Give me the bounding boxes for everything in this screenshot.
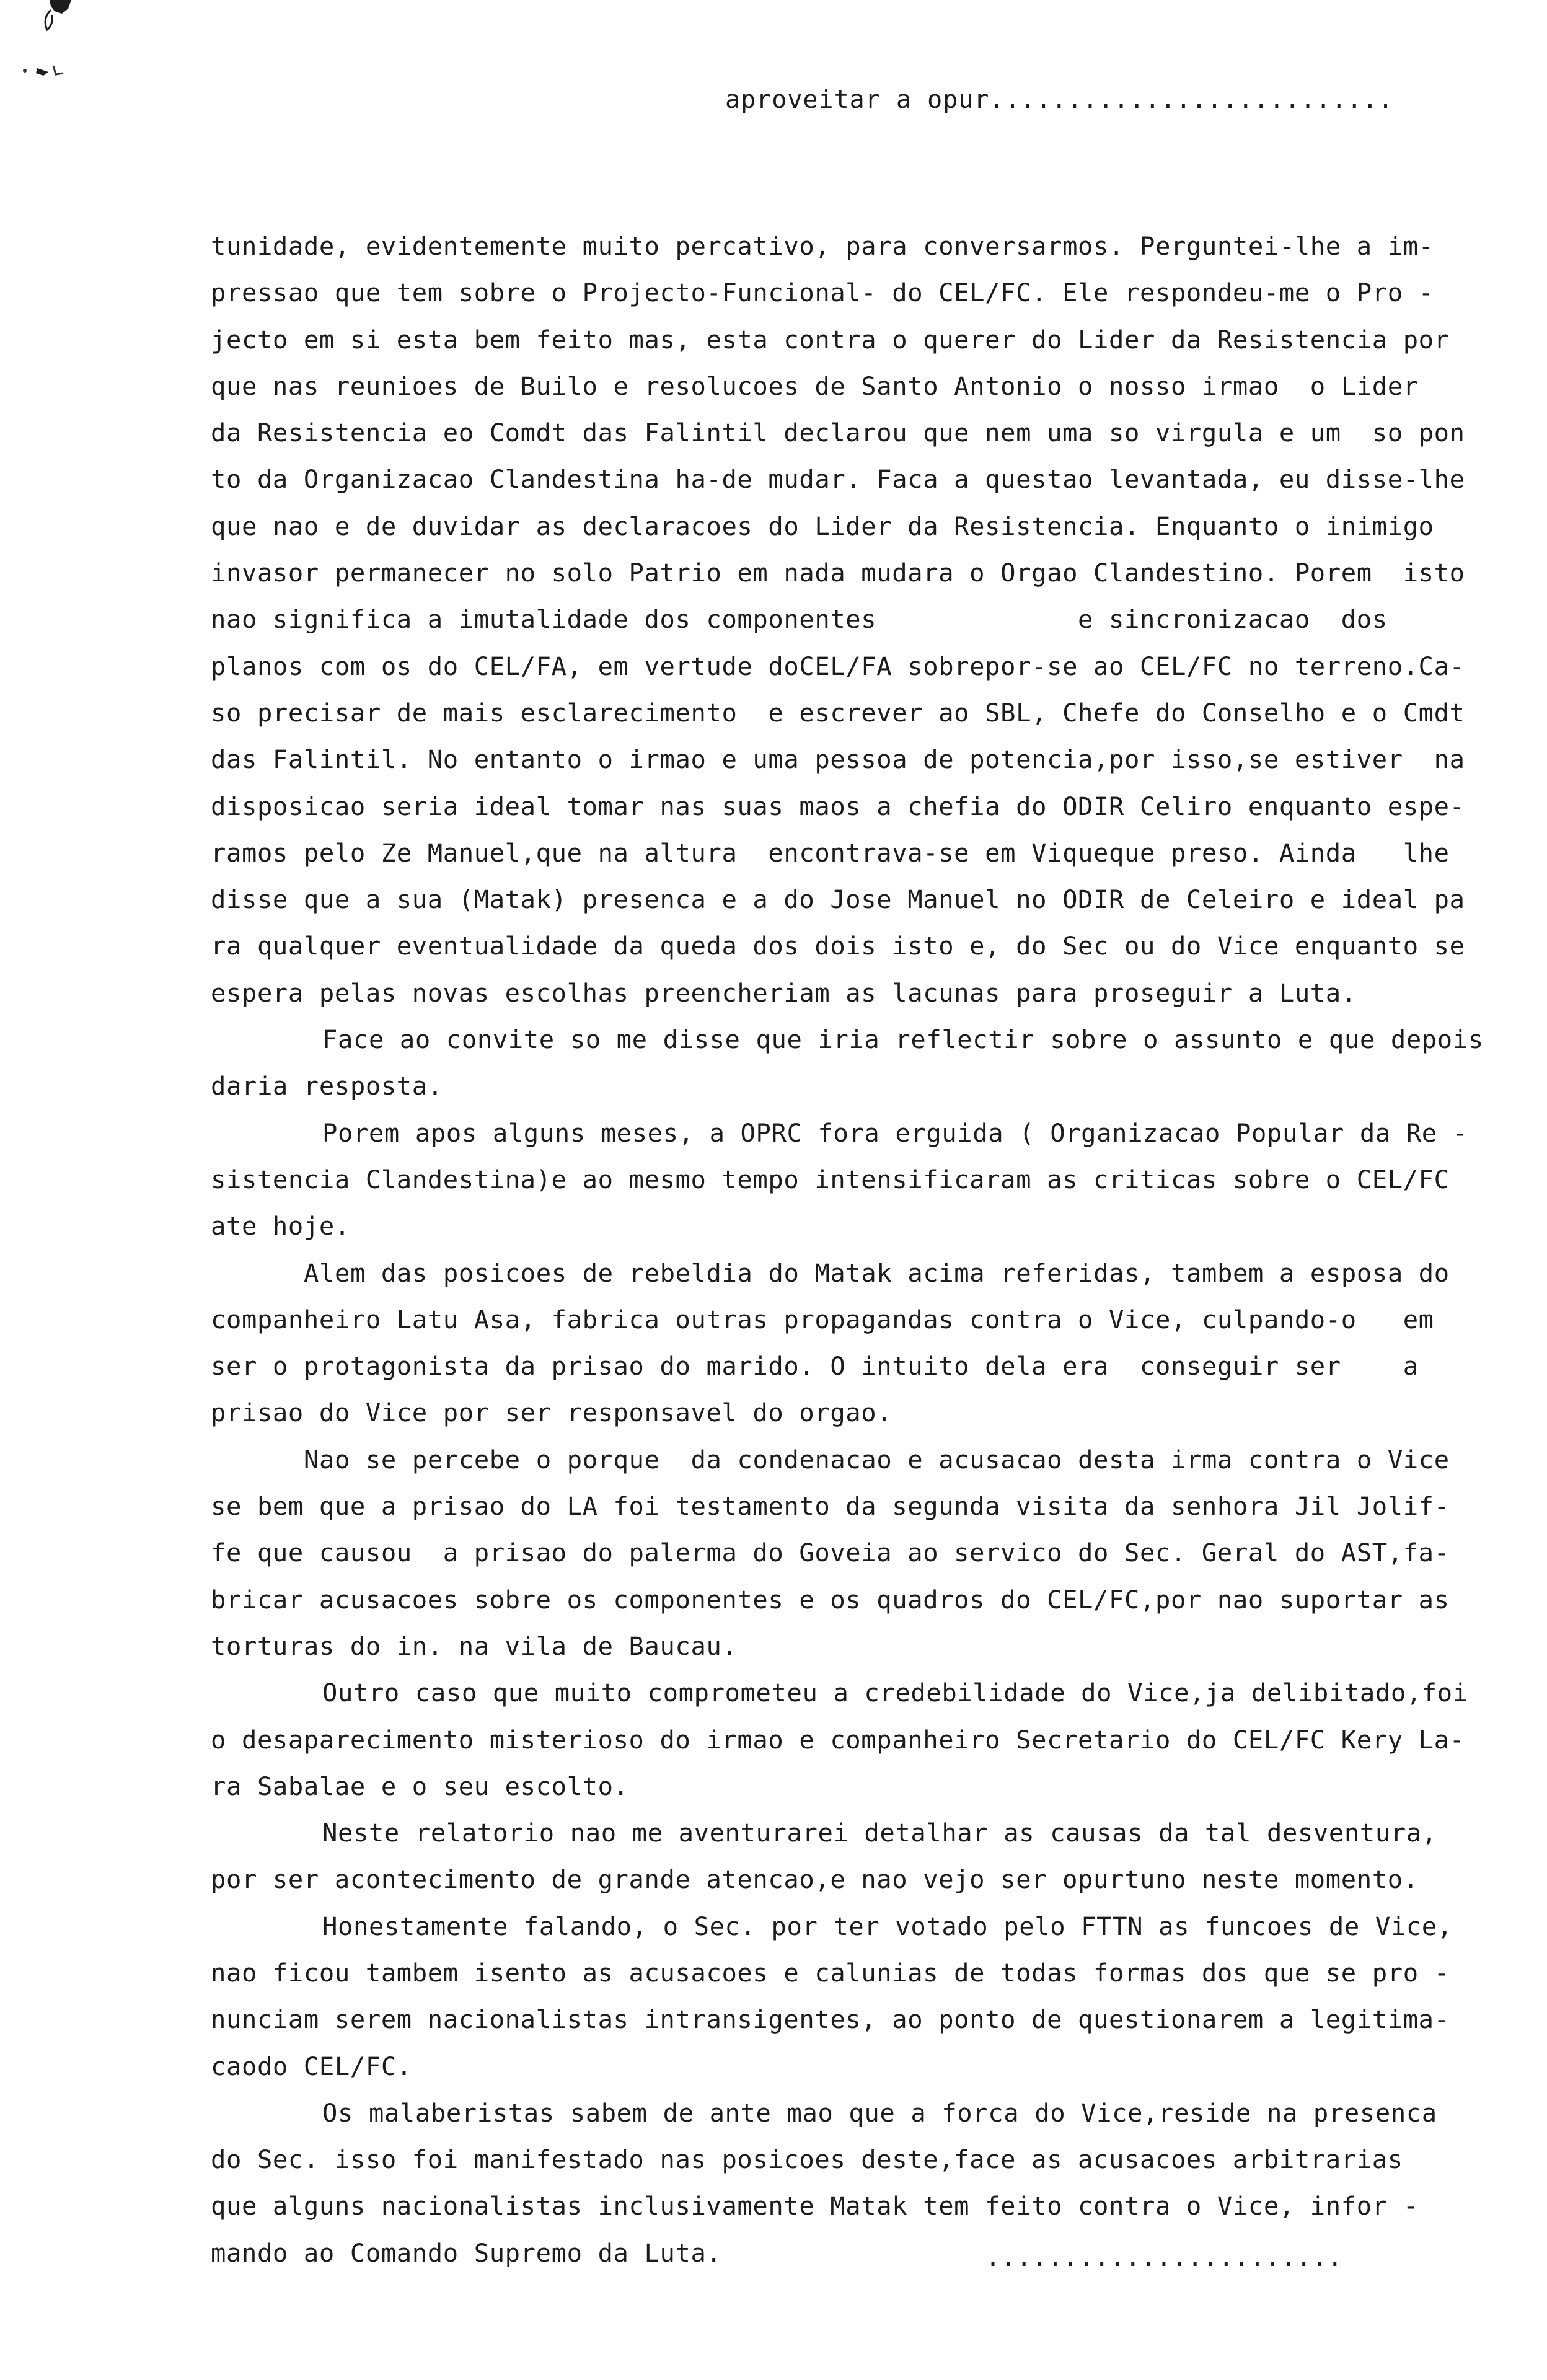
text-line: Nao se percebe o porque da condenacao e acusacao desta irma contra o Vice <box>304 1444 1450 1474</box>
text-line: torturas do in. na vila de Baucau. <box>211 1631 738 1661</box>
text-line: da Resistencia eo Comdt das Falintil declarou que nem uma so virgula e um so pon <box>211 418 1465 448</box>
text-line: jecto em si esta bem feito mas, esta contra o querer do Lider da Resistencia por <box>211 324 1450 355</box>
text-line: pressao que tem sobre o Projecto-Funcional- do CEL/FC. Ele respondeu-me o Pro - <box>211 278 1434 308</box>
text-line: to da Organizacao Clandestina ha-de mudar. Faca a questao levantada, eu disse-lhe <box>211 464 1465 495</box>
text-line: o desaparecimento misterioso do irmao e companheiro Secretario do CEL/FC Kery La- <box>211 1724 1465 1755</box>
text-line: Os malaberistas sabem de ante mao que a forca do Vice,reside na presenca <box>322 2097 1437 2128</box>
text-line: mando ao Comando Supremo da Luta. <box>211 2237 722 2268</box>
text-line: nunciam serem nacionalistas intransigentes, ao ponto de questionarem a legitima- <box>211 2004 1450 2035</box>
text-line: so precisar de mais esclarecimento e escrever ao SBL, Chefe do Conselho e o Cmdt <box>211 697 1465 728</box>
margin-mark <box>19 62 74 87</box>
text-line: que alguns nacionalistas inclusivamente Matak tem feito contra o Vice, infor - <box>211 2191 1419 2221</box>
text-line: fe que causou a prisao do palerma do Goveia ao servico do Sec. Geral do AST,fa- <box>211 1538 1450 1568</box>
text-line: do Sec. isso foi manifestado nas posicoes deste,face as acusacoes arbitrarias <box>211 2144 1403 2175</box>
text-line: das Falintil. No entanto o irmao e uma pessoa de potencia,por isso,se estiver na <box>211 744 1465 775</box>
text-line: sistencia Clandestina)e ao mesmo tempo intensificaram as criticas sobre o CEL/FC <box>211 1164 1450 1194</box>
continuation-footer: ....................... <box>985 2244 1343 2272</box>
text-line: por ser acontecimento de grande atencao,e nao vejo ser opurtuno neste momento. <box>211 1864 1419 1895</box>
text-line: ra qualquer eventualidade da queda dos dois isto e, do Sec ou do Vice enquanto se <box>211 931 1465 961</box>
continuation-header: aproveitar a opur.......................... <box>725 86 1394 114</box>
text-line: Outro caso que muito comprometeu a credebilidade do Vice,ja delibitado,foi <box>322 1678 1468 1708</box>
text-line: que nas reunioes de Builo e resolucoes de Santo Antonio o nosso irmao o Lider <box>211 371 1419 401</box>
text-line: Neste relatorio nao me aventurarei detalhar as causas da tal desventura, <box>322 1818 1437 1848</box>
text-line: ra Sabalae e o seu escolto. <box>211 1771 629 1801</box>
body-text <box>211 223 1488 2276</box>
text-line: tunidade, evidentemente muito percativo, para conversarmos. Perguntei-lhe a im- <box>211 231 1434 261</box>
text-line: espera pelas novas escolhas preencheriam as lacunas para proseguir a Luta. <box>211 977 1357 1008</box>
text-line: bricar acusacoes sobre os componentes e os quadros do CEL/FC,por nao suportar as <box>211 1584 1450 1615</box>
text-line: Porem apos alguns meses, a OPRC fora erguida ( Organizacao Popular da Re - <box>322 1117 1468 1148</box>
text-line: se bem que a prisao do LA foi testamento da segunda visita da senhora Jil Jolif- <box>211 1491 1450 1522</box>
text-line: ate hoje. <box>211 1211 350 1241</box>
text-line: prisao do Vice por ser responsavel do orgao. <box>211 1398 892 1428</box>
text-line: daria resposta. <box>211 1071 443 1101</box>
text-line: nao significa a imutalidade dos componentes e sincronizacao dos <box>211 604 1388 635</box>
text-line: que nao e de duvidar as declaracoes do Lider da Resistencia. Enquanto o inimigo <box>211 511 1434 541</box>
text-line: nao ficou tambem isento as acusacoes e calunias de todas formas dos que se pro - <box>211 1957 1450 1988</box>
text-line: invasor permanecer no solo Patrio em nada mudara o Orgao Clandestino. Porem isto <box>211 558 1465 588</box>
text-line: Honestamente falando, o Sec. por ter votado pelo FTTN as funcoes de Vice, <box>322 1911 1453 1941</box>
text-line: companheiro Latu Asa, fabrica outras propagandas contra o Vice, culpando-o em <box>211 1304 1434 1334</box>
text-line: disposicao seria ideal tomar nas suas maos a chefia do ODIR Celiro enquanto espe- <box>211 791 1465 821</box>
text-line: ser o protagonista da prisao do marido. O intuito dela era conseguir ser a <box>211 1351 1419 1382</box>
text-line: planos com os do CEL/FA, em vertude doCEL/FA sobrepor-se ao CEL/FC no terreno.Ca- <box>211 651 1465 681</box>
text-line: ramos pelo Ze Manuel,que na altura encontrava-se em Viqueque preso. Ainda lhe <box>211 837 1450 868</box>
ink-blot-mark <box>37 0 81 37</box>
text-line: caodo CEL/FC. <box>211 2051 412 2081</box>
text-line: Face ao convite so me disse que iria reflectir sobre o assunto e que depois <box>322 1025 1484 1055</box>
text-line: disse que a sua (Matak) presenca e a do Jose Manuel no ODIR de Celeiro e ideal pa <box>211 884 1465 915</box>
text-line: Alem das posicoes de rebeldia do Matak acima referidas, tambem a esposa do <box>304 1258 1450 1288</box>
